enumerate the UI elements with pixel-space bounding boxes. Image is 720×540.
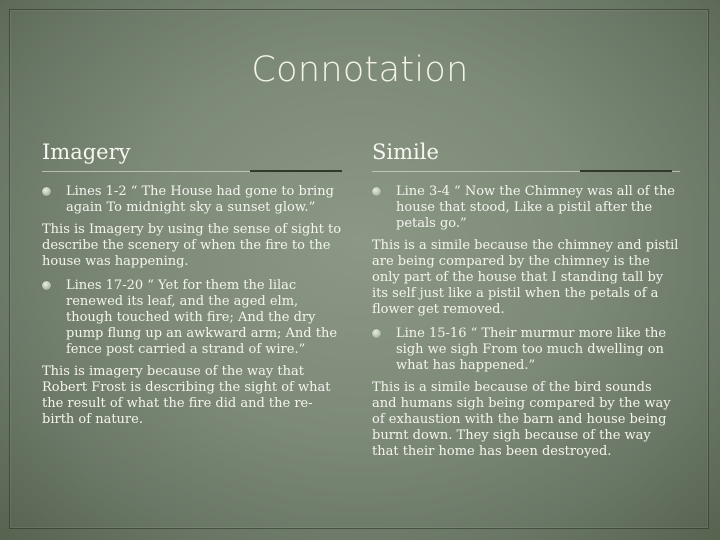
simile-explanation-2: This is a simile because of the bird sounds and humans sigh being compared by the way of exhaustion with the barn and house being burnt down. They sigh because of the way that their home has been destroyed. — [372, 380, 671, 459]
simile-heading: Simile — [372, 140, 439, 164]
imagery-bullet-lines-1-2 — [42, 184, 342, 216]
simile-heading-rule — [372, 166, 680, 178]
slide-title: Connotation — [251, 50, 469, 90]
bullet-dot-icon — [372, 187, 381, 196]
bullet-text: Line 3-4 “ Now the Chimney was all of the house that stood, Like a pistil after the petals go.” — [396, 184, 676, 231]
bullet-text: Lines 17-20 “ Yet for them the lilac renewed its leaf, and the aged elm, though touched with fire; And the dry pump flung up an awkward arm; And the fence post carried a strand of wire.” — [66, 278, 338, 357]
simile-explanation-1: This is a simile because the chimney and pistil are being compared by the chimney is the only part of the house that I standing tall by its self just like a pistil when the petals of a flower get removed. — [372, 238, 679, 317]
imagery-heading: Imagery — [42, 140, 131, 164]
imagery-column — [42, 138, 342, 436]
imagery-bullet-lines-17-20 — [42, 278, 342, 358]
bullet-text: Line 15-16 “ Their murmur more like the sigh we sigh From too much dwelling on what has happened.” — [396, 326, 667, 373]
bullet-dot-icon — [372, 329, 381, 338]
simile-column — [372, 138, 680, 468]
simile-bullet-line-3-4 — [372, 184, 680, 232]
bullet-dot-icon — [42, 187, 51, 196]
imagery-heading-rule — [42, 166, 342, 178]
bullet-text: Lines 1-2 “ The House had gone to bring again To midnight sky a sunset glow.” — [66, 184, 334, 215]
imagery-explanation-1: This is Imagery by using the sense of sight to describe the scenery of when the fire to the house was happening. — [42, 222, 342, 269]
imagery-explanation-2: This is imagery because of the way that Robert Frost is describing the sight of what the result of what the fire did and the re-birth of nature. — [42, 364, 331, 427]
bullet-dot-icon — [42, 281, 51, 290]
simile-bullet-line-15-16 — [372, 326, 680, 374]
